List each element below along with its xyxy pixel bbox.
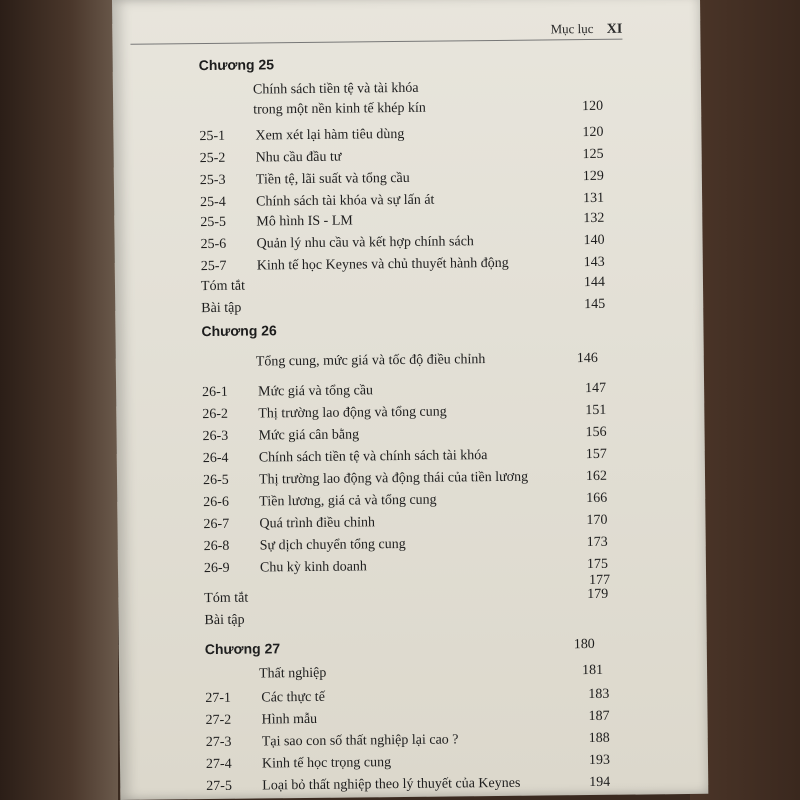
toc-entry bbox=[200, 145, 604, 169]
section-number: 25-4 bbox=[200, 194, 226, 211]
chapter-title-text: Thất nghiệp bbox=[258, 665, 327, 682]
section-number: 27-2 bbox=[205, 712, 232, 729]
section-title: Tại sao con số thất nghiệp lại cao ? bbox=[261, 732, 459, 750]
page-number: 146 bbox=[576, 350, 598, 367]
toc-entry bbox=[204, 533, 608, 557]
section-title: Xem xét lại hàm tiêu dùng bbox=[255, 126, 405, 144]
running-head-section: Mục lục bbox=[550, 20, 594, 37]
section-title: Tiền lương, giá cả và tổng cung bbox=[259, 492, 437, 510]
chapter-title-line bbox=[202, 349, 606, 373]
toc-entry bbox=[200, 209, 604, 233]
exercises-label: Bài tập bbox=[201, 300, 242, 317]
exercises-label: Bài tập bbox=[204, 612, 245, 629]
section-title: Loại bỏ thất nghiệp theo lý thuyết của Keynes bbox=[262, 775, 521, 794]
page-number: 145 bbox=[584, 296, 606, 313]
section-title: Tiền tệ, lãi suất và tổng cầu bbox=[255, 170, 410, 188]
toc-entry bbox=[199, 123, 603, 147]
toc-entry bbox=[206, 751, 610, 775]
page-number: 180 bbox=[573, 636, 595, 653]
page-number: 143 bbox=[583, 254, 605, 271]
running-head bbox=[550, 21, 622, 39]
page-number: 129 bbox=[582, 168, 604, 185]
page-number: 183 bbox=[588, 686, 610, 703]
section-number: 27-5 bbox=[206, 778, 232, 795]
toc-entry bbox=[200, 231, 604, 255]
toc-summary bbox=[204, 585, 608, 609]
background-left bbox=[0, 0, 118, 800]
section-title: Quản lý nhu cầu và kết hợp chính sách bbox=[256, 234, 474, 252]
section-title: Thị trường lao động và tổng cung bbox=[258, 404, 447, 422]
running-head-page-number: XI bbox=[606, 21, 623, 37]
page-number: 166 bbox=[586, 490, 608, 507]
page-number: 177 bbox=[589, 572, 611, 589]
page-number: 125 bbox=[582, 146, 604, 163]
section-number: 26-6 bbox=[203, 494, 230, 511]
section-title: Hình mẫu bbox=[261, 711, 318, 728]
toc-entry bbox=[203, 489, 607, 513]
header-rule bbox=[130, 39, 622, 45]
chapter-title-line bbox=[205, 661, 609, 685]
page-number: 120 bbox=[582, 98, 604, 115]
chapter-title-line bbox=[199, 97, 603, 121]
section-number: 26-2 bbox=[202, 406, 229, 423]
toc-entry bbox=[203, 467, 607, 491]
section-number: 25-2 bbox=[199, 150, 226, 167]
page-number: 144 bbox=[583, 274, 606, 291]
page-number: 156 bbox=[585, 424, 607, 441]
chapter-title-line: Chính sách tiền tệ và tài khóa bbox=[252, 80, 419, 98]
section-title: Quá trình điều chỉnh bbox=[259, 515, 376, 532]
page-number: 120 bbox=[582, 124, 604, 141]
section-number: 27-1 bbox=[205, 690, 232, 707]
chapter-heading: Chương 27 bbox=[204, 640, 281, 658]
section-number: 26-8 bbox=[203, 538, 230, 555]
section-number: 26-4 bbox=[202, 450, 229, 467]
toc-entry bbox=[206, 729, 610, 753]
section-title: Các thực tế bbox=[261, 689, 325, 706]
page-number: 181 bbox=[581, 662, 604, 679]
page-number: 173 bbox=[586, 534, 608, 551]
section-title: Mô hình IS - LM bbox=[256, 213, 353, 230]
toc-entry bbox=[202, 401, 606, 425]
toc-entry bbox=[202, 379, 606, 403]
section-title: Chính sách tài khóa và sự lấn át bbox=[256, 192, 435, 210]
toc-summary bbox=[201, 273, 605, 297]
toc-entry bbox=[205, 685, 609, 709]
page-number: 147 bbox=[585, 380, 607, 397]
page-number: 175 bbox=[586, 556, 609, 573]
section-number: 25-6 bbox=[200, 236, 227, 253]
section-title: Sự dịch chuyển tổng cung bbox=[259, 536, 406, 554]
page-number: 188 bbox=[588, 730, 610, 747]
toc-exercises bbox=[204, 607, 608, 631]
toc-entry bbox=[200, 167, 604, 191]
section-number: 26-1 bbox=[202, 384, 228, 401]
section-title: Chu kỳ kinh doanh bbox=[259, 559, 367, 576]
page-number: 194 bbox=[589, 774, 611, 791]
chapter-heading: Chương 26 bbox=[201, 322, 277, 340]
chapter-heading-row bbox=[205, 635, 609, 659]
chapter-title-text: Tổng cung, mức giá và tốc độ điều chỉnh bbox=[255, 352, 486, 370]
section-number: 27-4 bbox=[205, 756, 232, 773]
section-title: Kinh tế học trọng cung bbox=[261, 755, 392, 772]
page-number: 187 bbox=[588, 708, 610, 725]
section-number: 25-1 bbox=[199, 128, 226, 145]
section-title: Chính sách tiền tệ và chính sách tài khóa bbox=[258, 448, 488, 466]
page-number: 151 bbox=[585, 402, 607, 419]
section-number: 25-5 bbox=[200, 214, 227, 231]
page-number: 162 bbox=[585, 468, 608, 485]
section-number: 25-3 bbox=[199, 172, 226, 189]
page-number: 157 bbox=[585, 446, 607, 463]
page-number: 170 bbox=[586, 512, 608, 529]
book-page bbox=[112, 0, 708, 800]
toc-entry bbox=[202, 423, 606, 447]
page-number: 140 bbox=[583, 232, 605, 249]
section-title: Thị trường lao động và động thái của tiền lương bbox=[258, 469, 529, 488]
section-title: Nhu cầu đầu tư bbox=[255, 149, 342, 166]
section-title: Kinh tế học Keynes và chủ thuyết hành động bbox=[256, 255, 509, 274]
chapter-heading: Chương 25 bbox=[198, 56, 275, 74]
section-number: 25-7 bbox=[200, 258, 227, 275]
summary-label: Tóm tắt bbox=[204, 590, 249, 607]
toc-entry bbox=[203, 445, 607, 469]
toc-entry bbox=[205, 707, 609, 731]
section-number: 26-7 bbox=[203, 516, 230, 533]
toc-entry bbox=[206, 773, 610, 797]
chapter-title-text: trong một nền kinh tế khép kín bbox=[253, 100, 426, 118]
section-number: 26-5 bbox=[202, 472, 229, 489]
section-title: Mức giá cân bằng bbox=[258, 427, 360, 444]
toc-exercises bbox=[201, 295, 605, 319]
page-number: 132 bbox=[583, 210, 605, 227]
section-number: 26-9 bbox=[203, 560, 230, 577]
section-number: 27-3 bbox=[205, 734, 232, 751]
section-number: 26-3 bbox=[202, 428, 229, 445]
page-number: 131 bbox=[583, 190, 605, 207]
page-number: 179 bbox=[587, 586, 609, 603]
page-number: 193 bbox=[588, 752, 611, 769]
summary-label: Tóm tắt bbox=[200, 278, 246, 295]
section-title: Mức giá và tổng cầu bbox=[258, 383, 374, 400]
toc-entry bbox=[203, 511, 607, 535]
